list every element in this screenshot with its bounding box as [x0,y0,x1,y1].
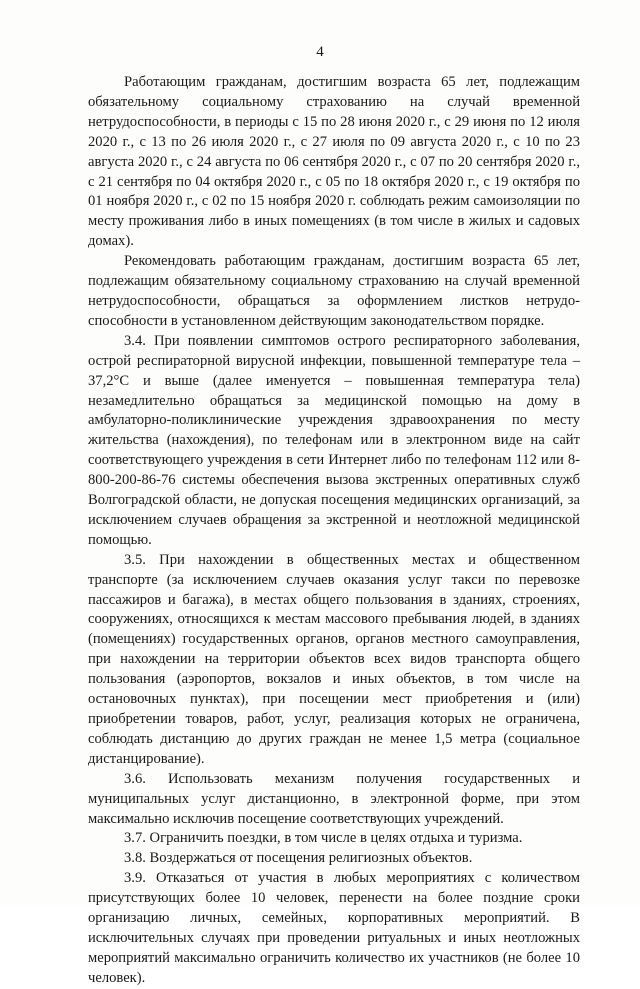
paragraph-3-7-travel: 3.7. Ограничить поездки, в том числе в целях отдыха и туризма. [124,830,523,847]
paragraph-3-8-religious-sites: 3.8. Воздержаться от посещения религиозных объектов. [124,850,473,867]
paragraph-3-4-symptoms: 3.4. При появлении симптомов острого респираторного заболевания, острой респираторной вирусной инфекции, повышенной температуре тела – 37,2°С и выше (далее именуется – повышенная температура тела) незамедлительно обращаться за медицинской помощью на дому в амбулаторно-поликлинические учреждения здравоохранения по месту жительства (нахождения), по телефонам или в электронном виде на сайт соответствующего учреждения в сети Интернет либо по телефонам 112 или 8-800-200-86-76 системы обеспечения вызова экстренных оперативных служб Волгоградской области, не допуская посещения медицинских организаций, за исключением случаев обращения за экстренной и неотложной медицинской помощью. [88,332,580,548]
page-number: 4 [316,44,324,60]
paragraph-self-isolation-65: Работающим гражданам, достигшим возраста 65 лет, подлежащим обязательному социальному страхованию на случай временной нетрудоспособности, в периоды с 15 по 28 июня 2020 г., с 29 июня по 12 июля 2020 г., с 13 по 26 июля 2020 г., с 27 июля по 09 августа 2020 г., с 10 по 23 августа 2020 г., с 24 августа по 06 сентября 2020 г., с 07 по 20 сентября 2020 г., с 21 сентября по 04 октября 2020 г., с 05 по 18 октября 2020 г., с 19 октября по 01 ноября 2020 г., с 02 по 15 ноября 2020 г. соблюдать режим самоизоляции по месту проживания либо в иных помещениях (в том числе в жилых и садовых домах). [88,74,580,250]
document-body [88,73,580,989]
paragraph-3-9-events: 3.9. Отказаться от участия в любых мероприятиях с количеством присутствующих более 10 человек, перенести на более поздние сроки организацию личных, семейных, корпоративных мероприятий. В исключительных случаях при проведении ритуальных и иных неотложных мероприятий максимально ограничить количество их участников (не более 10 человек). [88,870,580,986]
paragraph-sick-leave-recommendation: Рекомендовать работающим гражданам, достигшим возраста 65 лет, подлежащим обязательному социальному страхованию на случай временной нетрудоспособности, обращаться за оформлением листков нетрудоспособности в установленном действующим законодательством порядке. [88,253,580,329]
paragraph-3-6-remote-services: 3.6. Использовать механизм получения государственных и муниципальных услуг дистанционно, в электронной форме, при этом максимально исключив посещение соответствующих учреждений. [88,770,580,827]
paragraph-3-5-social-distancing: 3.5. При нахождении в общественных местах и общественном транспорте (за исключением случаев оказания услуг такси по перевозке пассажиров и багажа), в местах общего пользования в зданиях, строениях, сооружениях, относящихся к местам массового пребывания людей, в зданиях (помещениях) государственных органов, органов местного самоуправления, при нахождении на территории объектов всех видов транспорта общего пользования (аэропортов, вокзалов и иных объектов, в том числе на остановочных пунктах), при посещении мест приобретения и (или) приобретении товаров, работ, услуг, реализация которых не ограничена, соблюдать дистанцию до других граждан не менее 1,5 метра (социальное дистанцирование). [88,551,580,767]
